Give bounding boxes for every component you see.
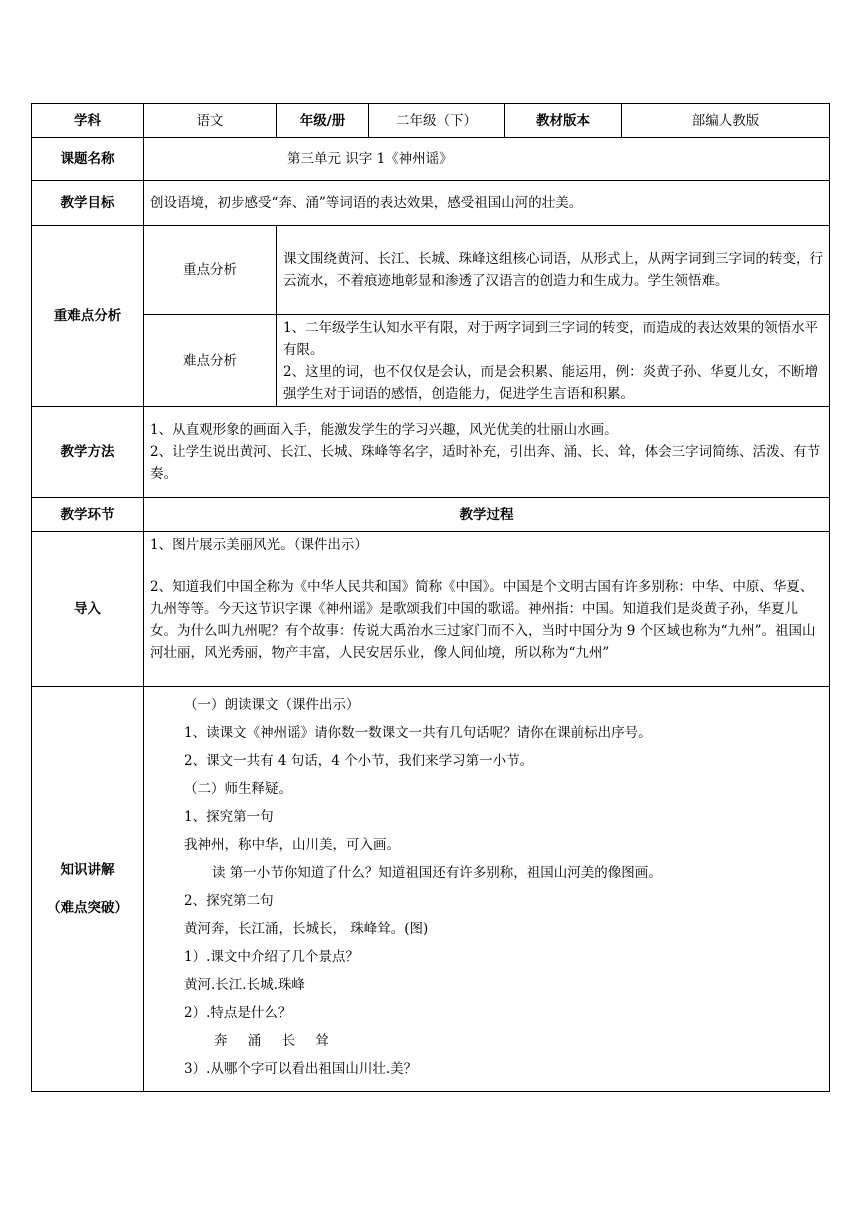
goal-label: 教学目标 <box>32 181 144 226</box>
intro-line-2: 2、知道我们中国全称为《中华人民共和国》简称《中国》。中国是个文明古国有许多别称：中华、中原、华夏、九州等等。今天这节识字课《神州谣》是歌颂我们中国的歌谣。神州指：中国。知道我们是炎黄子孙，华夏儿女。为什么叫九州呢？有个故事：传说大禹治水三过家门而不入，当时中国分为 9 个区域也称为“九州”。祖国山河壮丽，风光秀丽，物产丰富，人民安居乐业，像人间仙境，所以称为“九州” <box>150 579 816 661</box>
knowledge-line: 1、读课文《神州谣》请你数一数课文一共有几句话呢？请你在课前标出序号。 <box>184 725 652 741</box>
knowledge-line: 2、探究第二句 <box>184 893 274 909</box>
diff-text-1: 1、二年级学生认知水平有限，对于两字词到三字词的转变，而造成的表达效果的领悟水平有限。 <box>283 319 819 358</box>
knowledge-line: 1）.课文中介绍了几个景点？ <box>184 949 359 965</box>
goal-text: 创设语境，初步感受“奔、涌”等词语的表达效果，感受祖国山河的壮美。 <box>144 181 830 226</box>
process-header-row <box>32 498 830 532</box>
method-label: 教学方法 <box>32 407 144 498</box>
lesson-plan-table <box>31 103 830 1092</box>
subject-label: 学科 <box>32 104 144 138</box>
goal-row <box>32 181 830 226</box>
intro-line-1: 1、图片展示美丽风光。（课件出示） <box>150 537 368 553</box>
diff-text-2: 2、这里的词，也不仅仅是会认，而是会积累、能运用，例：炎黄子孙、华夏儿女，不断增强学生对于词语的感悟，创造能力，促进学生言语和积累。 <box>283 363 819 402</box>
key-text: 课文围绕黄河、长江、长城、珠峰这组核心词语，从形式上，从两字词到三字词的转变，行云流水，不着痕迹地彰显和渗透了汉语言的创造力和生成力。学生领悟难。 <box>277 226 830 315</box>
header-row <box>32 104 830 138</box>
knowledge-line: （二）师生释疑。 <box>184 781 292 797</box>
grade-value: 二年级（下） <box>369 104 505 138</box>
diff-text <box>277 315 830 407</box>
method-row <box>32 407 830 498</box>
grade-label: 年级/册 <box>277 104 369 138</box>
intro-text <box>144 532 830 687</box>
knowledge-line: 2、课文一共有 4 句话，4 个小节，我们来学习第一小节。 <box>184 753 534 769</box>
knowledge-line: 奔 涌 长 耸 <box>214 1033 329 1049</box>
process-title: 教学过程 <box>144 498 830 532</box>
edition-label: 教材版本 <box>505 104 622 138</box>
method-line-1: 1、从直观形象的画面入手，能激发学生的学习兴趣，风光优美的壮丽山水画。 <box>150 422 618 438</box>
lesson-label: 课题名称 <box>32 138 144 181</box>
method-line-2: 2、让学生说出黄河、长江、长城、珠峰等名字，适时补充，引出奔、涌、长、耸，体会三字词简练、活泼、有节奏。 <box>150 444 821 482</box>
diff-label: 难点分析 <box>144 315 277 407</box>
knowledge-line: （一）朗读课文（课件出示） <box>184 697 360 713</box>
knowledge-line: 黄河奔，长江涌，长城长， 珠峰耸。(图) <box>184 921 429 937</box>
knowledge-label-line-2: （难点突破） <box>47 900 128 916</box>
knowledge-label <box>32 687 144 1092</box>
process-label: 教学环节 <box>32 498 144 532</box>
knowledge-line: 1、探究第一句 <box>184 809 274 825</box>
knowledge-row <box>32 687 830 1092</box>
knowledge-line: 我神州，称中华，山川美，可入画。 <box>184 837 400 853</box>
intro-gap <box>150 556 823 576</box>
knowledge-line: 2）.特点是什么？ <box>184 1005 292 1021</box>
knowledge-line: 3）.从哪个字可以看出祖国山川壮.美？ <box>184 1061 418 1077</box>
edition-value: 部编人教版 <box>622 104 830 138</box>
knowledge-label-line-1: 知识讲解 <box>60 862 115 878</box>
key-label: 重点分析 <box>144 226 277 315</box>
method-text <box>144 407 830 498</box>
knowledge-line: 黄河.长江.长城.珠峰 <box>184 977 305 993</box>
intro-row <box>32 532 830 687</box>
key-analysis-row <box>32 226 830 315</box>
lesson-row <box>32 138 830 181</box>
analysis-label: 重难点分析 <box>32 226 144 407</box>
lesson-title: 第三单元 识字 1《神州谣》 <box>144 138 830 181</box>
intro-label: 导入 <box>32 532 144 687</box>
subject-value: 语文 <box>144 104 277 138</box>
knowledge-text <box>144 687 830 1092</box>
diff-analysis-row <box>32 315 830 407</box>
knowledge-line: 读 第一小节你知道了什么？知道祖国还有许多别称，祖国山河美的像图画。 <box>212 865 662 881</box>
